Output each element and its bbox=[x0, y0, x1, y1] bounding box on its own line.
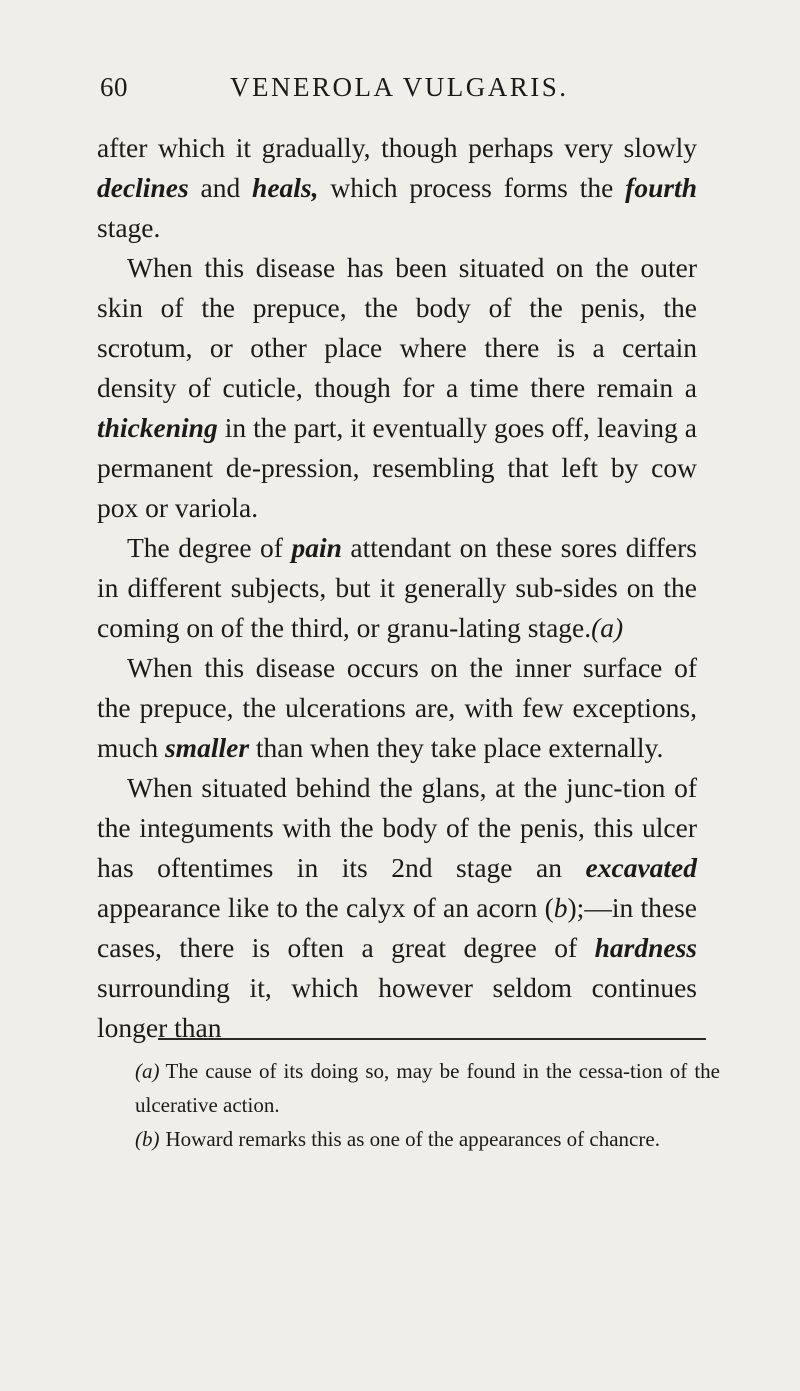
text-run: The degree of bbox=[127, 532, 292, 563]
body-text bbox=[97, 128, 697, 1048]
paragraph bbox=[97, 528, 697, 648]
footnote bbox=[135, 1122, 720, 1156]
text-run: When this disease has been situated on the outer skin of the prepuce, the body of the penis, the scrotum, or other place where there is a certain density of cuticle, though for a time there remain a bbox=[97, 252, 697, 403]
text-run: which process forms the bbox=[318, 172, 626, 203]
footnote-text: Howard remarks this as one of the appearances of chancre. bbox=[165, 1127, 660, 1151]
paragraph bbox=[97, 768, 697, 1048]
page-number: 60 bbox=[100, 72, 128, 102]
emphasis: thickening bbox=[97, 412, 218, 443]
emphasis: declines bbox=[97, 172, 189, 203]
text-run: after which it gradually, though perhaps very slowly bbox=[97, 132, 697, 163]
footnote bbox=[135, 1054, 720, 1122]
footnote-mark: (b) bbox=[135, 1127, 160, 1151]
emphasis: excavated bbox=[585, 852, 697, 883]
emphasis: pain bbox=[291, 532, 342, 563]
paragraph bbox=[97, 128, 697, 248]
text-run: than when they take place externally. bbox=[249, 732, 664, 763]
footnote-reference: (a) bbox=[591, 612, 624, 643]
page-header bbox=[100, 72, 720, 112]
running-head: VENEROLA VULGARIS. bbox=[230, 72, 569, 102]
text-run: and bbox=[188, 172, 253, 203]
text-run: in the part, it eventually goes off, leaving a permanent de-pression, resembling that left by cow pox or variola. bbox=[97, 412, 697, 523]
text-run: surrounding it, which however seldom continues longer than bbox=[97, 972, 697, 1043]
text-run: attendant on these sores differs in different subjects, but it generally sub-sides on the coming on of the third, or granu-lating stage. bbox=[97, 532, 697, 643]
footnotes bbox=[135, 1054, 720, 1156]
emphasis: smaller bbox=[164, 732, 250, 763]
text-run: When this disease occurs on the inner surface of the prepuce, the ulcerations are, with few exceptions, much bbox=[97, 652, 697, 763]
footnote-rule bbox=[158, 1038, 706, 1040]
paragraph bbox=[97, 648, 697, 768]
paragraph bbox=[97, 248, 697, 528]
footnote-reference: b bbox=[553, 892, 568, 923]
emphasis: fourth bbox=[625, 172, 697, 203]
text-run: When situated behind the glans, at the junc-tion of the integuments with the body of the penis, this ulcer has oftentimes in its 2nd stage an bbox=[97, 772, 697, 883]
emphasis: hardness bbox=[594, 932, 697, 963]
emphasis: heals, bbox=[252, 172, 319, 203]
text-run: appearance like to the calyx of an acorn ( bbox=[97, 892, 554, 923]
text-run: stage. bbox=[97, 212, 161, 243]
footnote-text: The cause of its doing so, may be found in the cessa-tion of the ulcerative action. bbox=[135, 1059, 720, 1117]
footnote-mark: (a) bbox=[135, 1059, 160, 1083]
text-run: );—in these cases, there is often a great degree of bbox=[97, 892, 697, 963]
